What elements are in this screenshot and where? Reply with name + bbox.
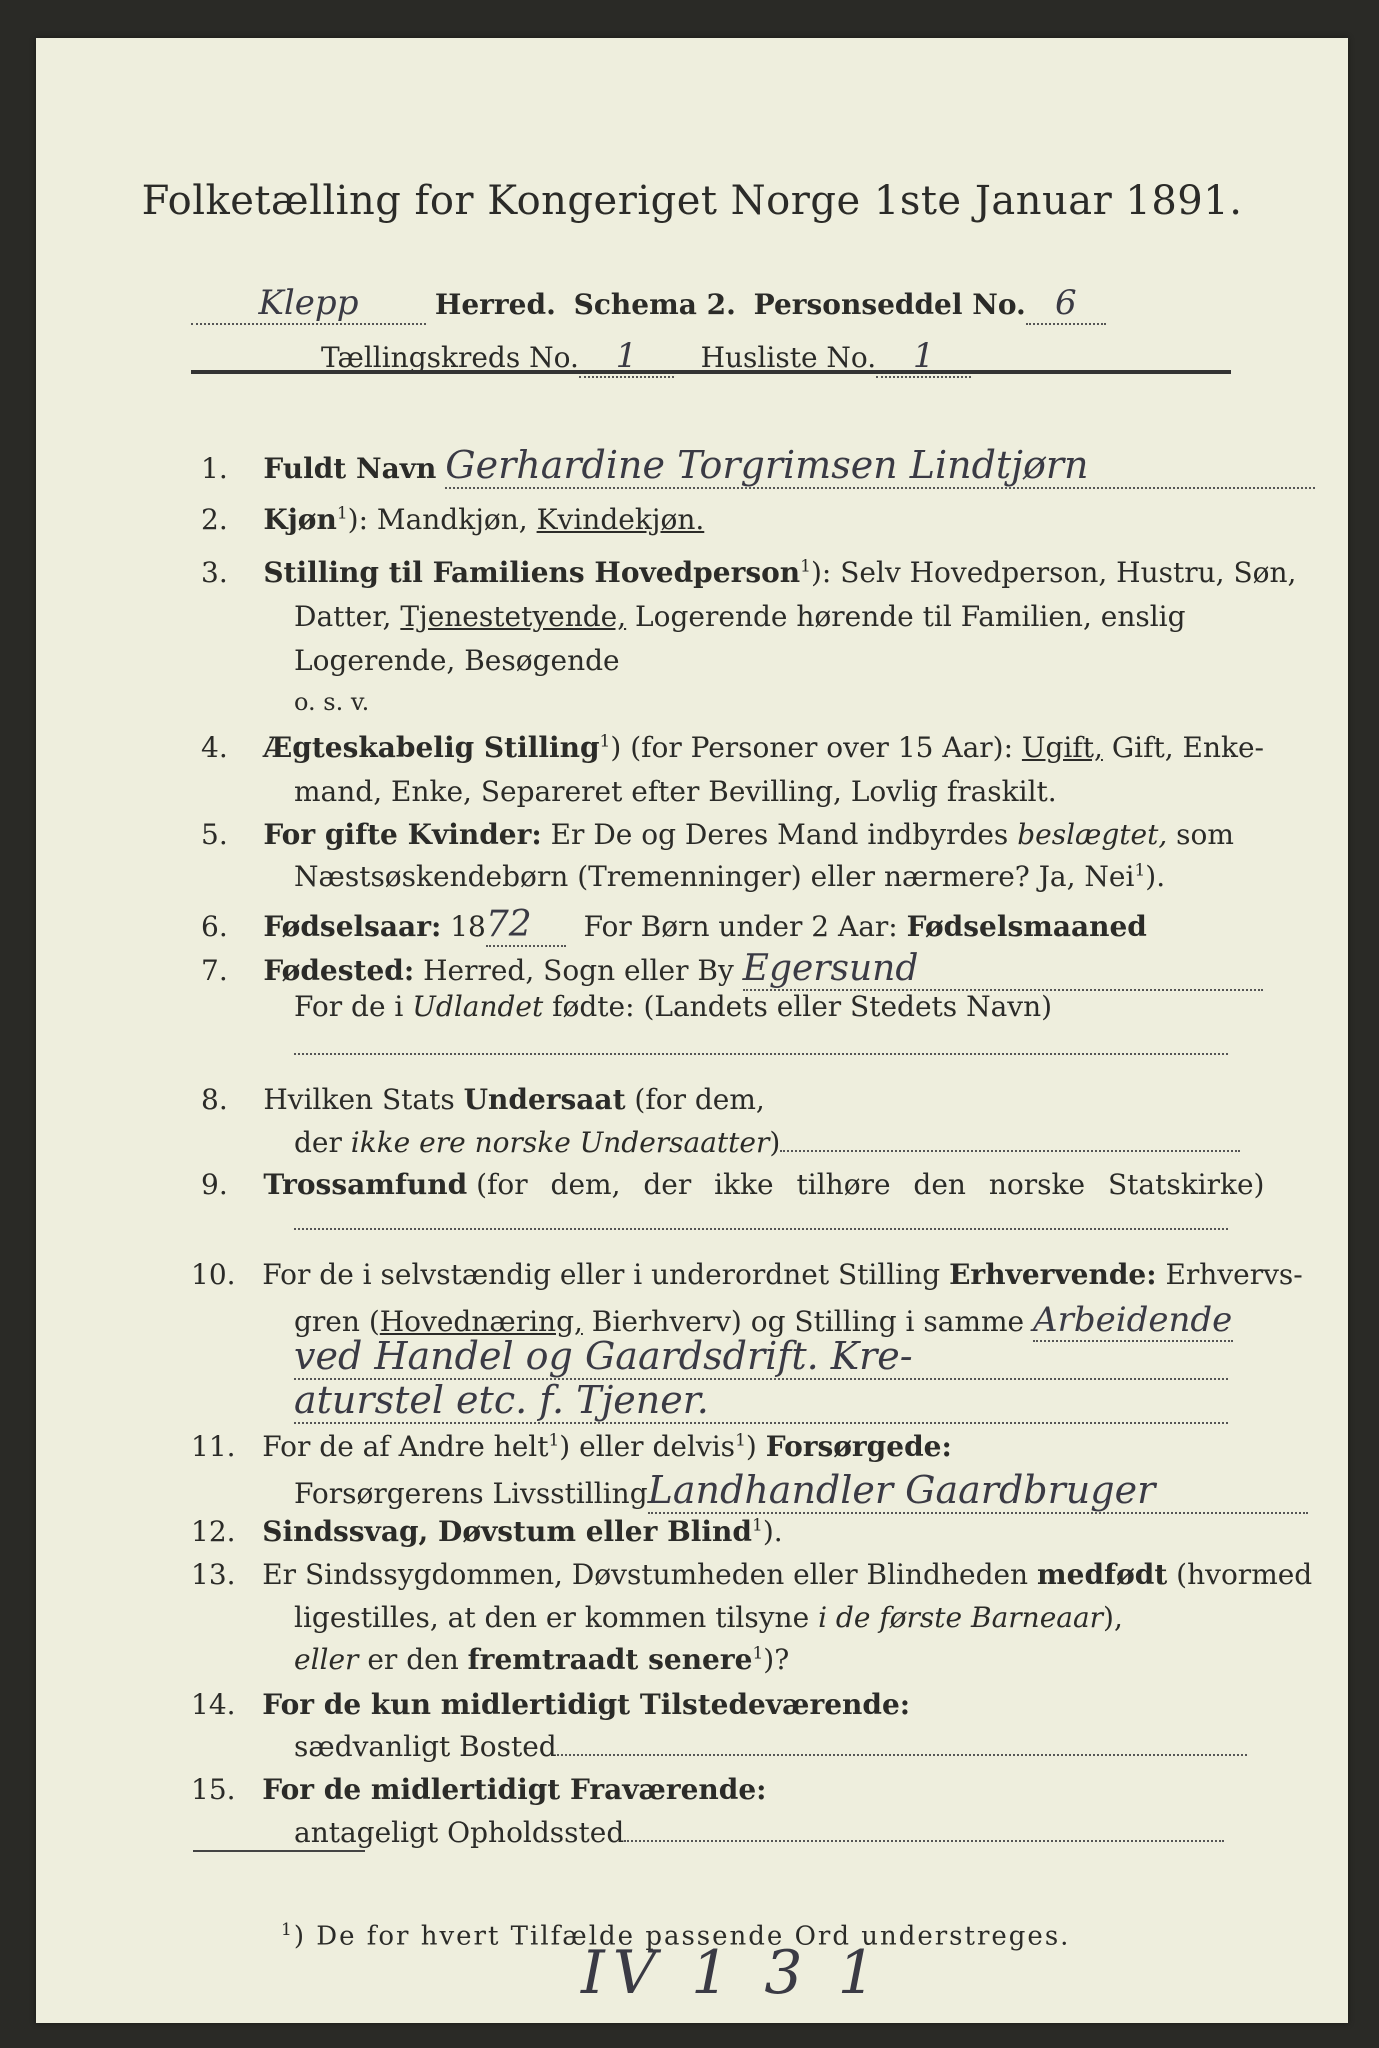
q14: [191, 1688, 910, 1721]
q3-line4: o. s. v.: [294, 688, 370, 716]
q4-text1b: Gift, Enke-: [1111, 731, 1265, 764]
q13: [191, 1558, 1312, 1591]
q3-label: Stilling til Familiens Hovedperson: [263, 556, 801, 589]
q13-text3: er den: [367, 1643, 459, 1676]
q5-number: 5.: [201, 818, 228, 851]
herred-line: [191, 283, 1106, 325]
q11-number: 11.: [191, 1430, 236, 1463]
q15-number: 15.: [191, 1773, 236, 1806]
q5-text2: Næstsøskendebørn (Tremenninger) eller nærmere? Ja, Nei: [294, 860, 1135, 893]
q11: 11. For de af Andre helt$^1$) eller delvis$^1$) Forsørgede:: [191, 1430, 952, 1463]
q13-label2: fremtraadt senere: [467, 1643, 753, 1676]
q15: [191, 1773, 767, 1806]
q4-selected: Ugift,: [1021, 731, 1103, 764]
q9-number: 9.: [201, 1168, 228, 1201]
q11-label: Forsørgede:: [765, 1430, 952, 1463]
q9-text: (for dem, der ikke tilhøre den norske Statskirke): [476, 1168, 1265, 1201]
q4: 4. Ægteskabelig Stilling$^1$) (for Personer over 15 Aar): Ugift, Gift, Enke-: [201, 731, 1265, 764]
q7-italic: Udlandet: [412, 990, 544, 1023]
q11-line2: [294, 1468, 1308, 1514]
q14-text: sædvanligt Bosted: [294, 1730, 557, 1763]
q7-text2a: For de i: [294, 990, 404, 1023]
q8-italic: ikke ere norske Undersaatter: [350, 1126, 770, 1159]
q10-text2b: Bierhverv) og Stilling i samme: [591, 1305, 1025, 1338]
q8-text2a: der: [294, 1126, 342, 1159]
schema-label: Schema 2.: [573, 288, 736, 321]
q8-number: 8.: [201, 1083, 228, 1116]
q7-blank-line: [294, 1053, 1228, 1055]
q4-text1: ) (for Personer over 15 Aar):: [610, 731, 1013, 764]
q1: [201, 443, 1315, 489]
q13-italic: i de første Barneaar: [818, 1601, 1104, 1634]
q12: 12. Sindssvag, Døvstum eller Blind$^1$).: [191, 1515, 783, 1548]
q6-text: For Børn under 2 Aar:: [583, 910, 898, 943]
q4-line2: mand, Enke, Separeret efter Bevilling, Lovlig fraskilt.: [294, 775, 1057, 808]
q15-line2: [294, 1816, 1224, 1849]
q12-label: Sindssvag, Døvstum eller Blind: [262, 1515, 752, 1548]
q10-label: Erhvervende:: [949, 1258, 1157, 1291]
personseddel-label: Personseddel No.: [753, 288, 1026, 321]
q4-label: Ægteskabelig Stilling: [263, 731, 600, 764]
footnote: $^1$) De for hvert Tilfælde passende Ord understreges.: [281, 1920, 1071, 1952]
q14-label: For de kun midlertidigt Tilstedeværende:: [262, 1688, 911, 1721]
q3-text1: ): Selv Hovedperson, Hustru, Søn,: [810, 556, 1297, 589]
q14-line2: [294, 1730, 1247, 1763]
q3-number: 3.: [201, 556, 228, 589]
q3-line2: [294, 600, 1186, 633]
q1-number: 1.: [201, 452, 228, 485]
q8-text1a: Hvilken Stats: [263, 1083, 455, 1116]
q11-text2: Forsørgerens Livsstilling: [294, 1477, 648, 1510]
header-rule: [191, 370, 1231, 374]
archive-stamp: IV 1 3 1: [581, 1938, 884, 2008]
q8-label: Undersaat: [463, 1083, 626, 1116]
q13-label: medfødt: [1037, 1558, 1168, 1591]
q4-number: 4.: [201, 731, 228, 764]
q10-text1b: Erhvervs-: [1165, 1258, 1303, 1291]
herred-value: Klepp: [258, 283, 359, 323]
q2-selected: Kvindekjøn.: [536, 503, 705, 536]
q5-line2: Næstsøskendebørn (Tremenninger) eller nærmere? Ja, Nei$^1$).: [294, 860, 1166, 893]
q11-text1a: For de af Andre helt: [262, 1430, 549, 1463]
census-form: [36, 38, 1348, 2023]
q5-text1: Er De og Deres Mand indbyrdes: [550, 818, 1009, 851]
q10-value2: ved Handel og Gaardsdrift. Kre-: [294, 1334, 913, 1378]
kreds-label: Tællingskreds No.: [321, 341, 579, 374]
q9-blank-line: [294, 1228, 1228, 1230]
q3-selected: Tjenestetyende,: [400, 600, 627, 633]
q3-text2a: Datter,: [294, 600, 392, 633]
q6-label: Fødselsaar:: [263, 910, 442, 943]
q8-text1b: (for dem,: [634, 1083, 765, 1116]
q2: 2. Kjøn$^1$): Mandkjøn, Kvindekjøn.: [201, 503, 705, 536]
q3-line3: Logerende, Besøgende: [294, 644, 620, 677]
q13-italic2: eller: [294, 1643, 359, 1676]
q10-text2a: gren (: [294, 1305, 380, 1338]
q14-number: 14.: [191, 1688, 236, 1721]
q6-number: 6.: [201, 910, 228, 943]
q11-text1b: ) eller delvis: [559, 1430, 736, 1463]
q7: [201, 948, 1263, 991]
q7-text2b: fødte: (Landets eller Stedets Navn): [552, 990, 1053, 1023]
q7-label: Fødested:: [263, 954, 415, 987]
husliste-label: Husliste No.: [700, 341, 877, 374]
q10-number: 10.: [191, 1258, 236, 1291]
q5: [201, 818, 1234, 851]
q10-line4: [294, 1378, 1228, 1424]
q11-value: Landhandler Gaardbruger: [647, 1468, 1156, 1512]
q5-label: For gifte Kvinder:: [263, 818, 542, 851]
q3: 3. Stilling til Familiens Hovedperson$^1$): Selv Hovedperson, Hustru, Søn,: [201, 556, 1297, 589]
q6-label2: Fødselsmaaned: [906, 910, 1147, 943]
q7-value: Egersund: [742, 948, 919, 989]
footnote-text: De for hvert Tilfælde passende Ord understreges.: [316, 1921, 1071, 1952]
kreds-value: 1: [615, 336, 638, 376]
q10: [191, 1258, 1303, 1291]
q2-text: ): Mandkjøn,: [347, 503, 528, 536]
q15-label: For de midlertidigt Fraværende:: [262, 1773, 767, 1806]
q3-text2b: Logerende hørende til Familien, enslig: [635, 600, 1186, 633]
q13-text1a: Er Sindssygdommen, Døvstumheden eller Blindheden: [262, 1558, 1029, 1591]
q8-line2: der ikke ere norske Undersaatter): [294, 1126, 1240, 1159]
q10-value3: aturstel etc. f. Tjener.: [294, 1378, 709, 1422]
q8: [201, 1083, 765, 1116]
q13-number: 13.: [191, 1558, 236, 1591]
husliste-value: 1: [912, 336, 935, 376]
q10-value1: Arbeidende: [1033, 1300, 1233, 1340]
q13-line2: ligestilles, at den er kommen tilsyne i de første Barneaar),: [294, 1601, 1123, 1634]
q6: [201, 904, 1147, 947]
q15-text: antageligt Opholdssted: [294, 1816, 625, 1849]
footnote-rule: [193, 1850, 365, 1852]
q9-label: Trossamfund: [263, 1168, 468, 1201]
q6-prefix: 18: [450, 910, 486, 943]
q13-text2a: ligestilles, at den er kommen tilsyne: [294, 1601, 810, 1634]
q2-label: Kjøn: [263, 503, 337, 536]
q10-text1: For de i selvstændig eller i underordnet Stilling: [262, 1258, 941, 1291]
q10-selected: Hovednæring,: [379, 1305, 583, 1338]
q10-line3: [294, 1334, 1228, 1380]
q9: [201, 1168, 1264, 1201]
q7-number: 7.: [201, 954, 228, 987]
q6-value: 72: [485, 904, 532, 945]
q12-number: 12.: [191, 1515, 236, 1548]
q13-line3: eller er den fremtraadt senere$^1$)?: [294, 1643, 790, 1676]
q5-italic: beslægtet,: [1017, 818, 1168, 851]
q7-text: Herred, Sogn eller By: [423, 954, 734, 987]
herred-label: Herred.: [434, 288, 556, 321]
q1-label: Fuldt Navn: [263, 452, 437, 485]
personseddel-value: 6: [1054, 283, 1077, 323]
q1-value: Gerhardine Torgrimsen Lindtjørn: [445, 443, 1089, 487]
q13-text1b: (hvormed: [1176, 1558, 1313, 1591]
q7-line2: [294, 990, 1052, 1023]
form-title: Folketælling for Kongeriget Norge 1ste Januar 1891.: [141, 178, 1243, 224]
q2-number: 2.: [201, 503, 228, 536]
q5-text1b: som: [1176, 818, 1234, 851]
